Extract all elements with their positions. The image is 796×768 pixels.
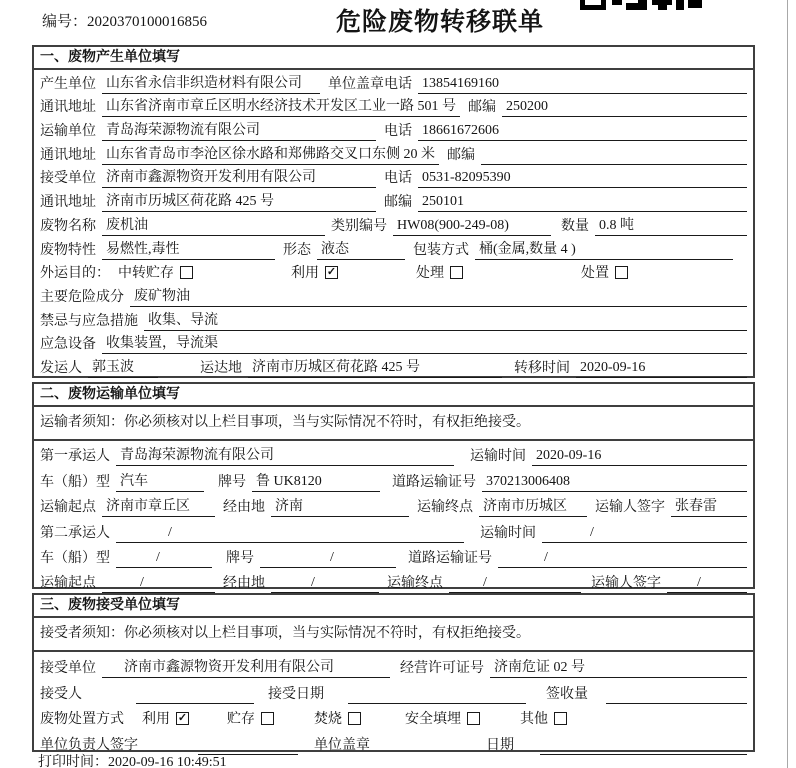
producer-label: 产生单位 <box>40 76 96 92</box>
section2-heading: 二、废物运输单位填写 <box>34 384 753 407</box>
vehicle2-permit-value: / <box>498 550 747 568</box>
disposal-landfill-label: 安全填埋 <box>405 712 461 728</box>
carrier1-value: 青岛海荣源物流有限公司 <box>116 444 454 466</box>
row-hazard-component <box>34 283 753 307</box>
disposal-storage-checkbox <box>261 712 274 725</box>
row-producer <box>34 70 753 94</box>
dispatch-dest-value: 济南市历城区荷花路 425 号 <box>248 356 502 378</box>
route1-start-label: 运输起点 <box>40 500 96 516</box>
emergency-equipment-value: 收集装置，导流渠 <box>102 332 747 354</box>
sign-date-value <box>540 753 747 755</box>
print-time-value: 2020-09-16 10:49:51 <box>108 755 227 768</box>
purpose-treat-checkbox <box>450 266 463 279</box>
disposal-method-label: 废物处置方式 <box>40 712 124 728</box>
disposal-landfill-checkbox <box>467 712 480 725</box>
section3-notice: 接受者须知：你必须核对以上栏目事项，当与实际情况不符时，有权拒绝接受。 <box>34 618 753 652</box>
waste-qty-label: 数量 <box>561 218 589 234</box>
producer-phone-label: 电话 <box>384 76 412 92</box>
carrier2-time-label: 运输时间 <box>480 525 536 541</box>
route1-end-value: 济南市历城区 <box>479 495 587 517</box>
accept-qty-label: 签收量 <box>546 686 588 702</box>
disposal-other-label: 其他 <box>520 712 548 728</box>
route1-sign-label: 运输人签字 <box>595 500 665 516</box>
section2-notice: 运输者须知：你必须核对以上栏目事项，当与实际情况不符时，有权拒绝接受。 <box>34 407 753 441</box>
receiver-phone-value: 0531-82095390 <box>418 170 747 188</box>
vehicle2-type-label: 车（船）型 <box>40 550 110 566</box>
producer-zip-label: 邮编 <box>468 100 496 116</box>
disposal-storage-label: 贮存 <box>227 712 255 728</box>
waste-name-value: 废机油 <box>102 214 325 236</box>
dispatch-time-value: 2020-09-16 <box>576 360 747 378</box>
emergency-equipment-label: 应急设备 <box>40 337 96 353</box>
vehicle1-plate-label: 牌号 <box>218 474 246 490</box>
row-emergency-equipment <box>34 331 753 355</box>
disposal-incinerate-label: 焚烧 <box>314 712 342 728</box>
receiver-phone-label: 电话 <box>384 171 412 187</box>
dispatch-sender-label: 发运人 <box>40 360 82 376</box>
route2-start-value: / <box>102 575 215 593</box>
section3-heading: 三、废物接受单位填写 <box>34 595 753 618</box>
section1-heading: 一、废物产生单位填写 <box>34 47 753 70</box>
transfer-purpose-label: 外运目的： <box>40 266 110 282</box>
row-transporter <box>34 117 753 141</box>
waste-traits-label: 废物特性 <box>40 242 96 258</box>
section-producer <box>32 45 755 378</box>
accept-date-label: 接受日期 <box>268 686 324 702</box>
scan-page-edge <box>787 0 788 768</box>
carrier1-label: 第一承运人 <box>40 449 110 465</box>
vehicle1-type-label: 车（船）型 <box>40 474 110 490</box>
waste-form-label: 形态 <box>283 242 311 258</box>
transporter-zip-label: 邮编 <box>447 147 475 163</box>
transporter-label: 运输单位 <box>40 124 96 140</box>
route1-end-label: 运输终点 <box>417 500 473 516</box>
print-time-label: 打印时间： <box>38 755 108 768</box>
doc-number-value: 2020370100016856 <box>87 14 208 30</box>
row-disposal-method <box>34 704 753 730</box>
route2-via-value: / <box>271 575 379 593</box>
purpose-utilize-label: 利用 <box>291 266 319 282</box>
purpose-utilize-checkbox: ✓ <box>326 265 337 278</box>
row-dispatch <box>34 354 753 378</box>
receiver-address-value: 济南市历城区荷花路 425 号 <box>102 190 376 212</box>
purpose-transit-storage-checkbox <box>180 266 193 279</box>
row-accept-unit <box>34 652 753 678</box>
producer-phone-value: 13854169160 <box>418 76 747 94</box>
row-carrier1 <box>34 441 753 466</box>
section-transporter <box>32 382 755 592</box>
waste-form-value: 液态 <box>317 238 405 260</box>
row-waste-traits <box>34 236 753 260</box>
section-receiver <box>32 593 755 752</box>
vehicle1-permit-value: 370213006408 <box>482 474 747 492</box>
accept-person-label: 接受人 <box>40 686 82 702</box>
producer-seal-label: 单位盖章 <box>328 76 384 92</box>
unit-seal-label: 单位盖章 <box>314 738 370 754</box>
waste-code-value: HW08(900-249-08) <box>393 218 551 236</box>
vehicle1-type-value: 汽车 <box>116 470 204 492</box>
carrier2-label: 第二承运人 <box>40 525 110 541</box>
disposal-option-storage <box>227 708 274 729</box>
doc-number <box>42 10 207 31</box>
receiver-zip-label: 邮编 <box>384 195 412 211</box>
transporter-phone-label: 电话 <box>384 124 412 140</box>
accept-unit-value: 济南市鑫源物资开发利用有限公司 <box>102 656 390 678</box>
doc-number-label: 编号： <box>42 14 88 30</box>
row-transfer-purpose <box>34 260 753 284</box>
producer-address-label: 通讯地址 <box>40 100 96 116</box>
dispatch-sender-value: 郭玉波 <box>88 356 158 378</box>
producer-zip-value: 250200 <box>502 99 747 117</box>
route1-sign-value: 张春雷 <box>671 495 747 517</box>
disposal-other-checkbox <box>554 712 567 725</box>
accept-unit-label: 接受单位 <box>40 660 96 676</box>
vehicle2-plate-label: 牌号 <box>226 550 254 566</box>
row-route2 <box>34 568 753 593</box>
vehicle2-type-value: / <box>116 550 212 568</box>
route1-via-label: 经由地 <box>223 500 265 516</box>
receiver-zip-value: 250101 <box>418 194 747 212</box>
producer-address-value: 山东省济南市章丘区明水经济技术开发区工业一路 501 号 <box>102 95 460 117</box>
purpose-dispose-label: 处置 <box>581 266 609 282</box>
print-time <box>38 751 227 768</box>
route2-sign-label: 运输人签字 <box>591 576 661 592</box>
license-label: 经营许可证号 <box>400 660 484 676</box>
disposal-incinerate-checkbox <box>348 712 361 725</box>
disposal-option-landfill <box>405 708 480 729</box>
accept-person-value <box>136 702 254 704</box>
responsible-sign-label: 单位负责人签字 <box>40 738 138 754</box>
waste-pack-label: 包装方式 <box>413 242 469 258</box>
waste-pack-value: 桶(金属,数量 4 ) <box>475 238 733 260</box>
waste-qty-value: 0.8 吨 <box>595 214 747 236</box>
producer-value: 山东省永信非织造材料有限公司 <box>102 72 320 94</box>
dispatch-dest-label: 运达地 <box>200 360 242 376</box>
carrier2-time-value: / <box>542 525 747 543</box>
waste-name-label: 废物名称 <box>40 218 96 234</box>
route2-via-label: 经由地 <box>223 576 265 592</box>
transporter-phone-value: 18661672606 <box>418 123 747 141</box>
transporter-address-value: 山东省青岛市李沧区徐水路和郑佛路交叉口东侧 20 米 <box>102 143 439 165</box>
sign-date-label: 日期 <box>486 738 514 754</box>
accept-qty-value <box>606 702 747 704</box>
page-title: 危险废物转移联单 <box>336 9 545 36</box>
row-producer-address <box>34 94 753 118</box>
carrier2-value: / <box>116 525 464 543</box>
disposal-option-incinerate <box>314 708 361 729</box>
route2-end-value: / <box>449 575 581 593</box>
dispatch-time-label: 转移时间 <box>514 360 570 376</box>
disposal-option-other <box>520 708 567 729</box>
vehicle2-permit-label: 道路运输证号 <box>408 550 492 566</box>
disposal-option-utilize <box>142 708 189 729</box>
route1-start-value: 济南市章丘区 <box>102 495 215 517</box>
route2-end-label: 运输终点 <box>387 576 443 592</box>
purpose-treat-label: 处理 <box>416 266 444 282</box>
waste-traits-value: 易燃性,毒性 <box>102 238 275 260</box>
accept-date-value <box>348 702 526 704</box>
purpose-transit-storage-label: 中转贮存 <box>118 266 174 282</box>
qr-code-fragment-icon <box>580 0 702 10</box>
row-waste-name <box>34 212 753 236</box>
transporter-address-label: 通讯地址 <box>40 147 96 163</box>
route2-sign-value: / <box>667 575 747 593</box>
purpose-option-utilize <box>291 262 338 283</box>
waste-code-label: 类别编号 <box>331 218 387 234</box>
hazard-component-value: 废矿物油 <box>130 285 747 307</box>
route1-via-value: 济南 <box>271 495 409 517</box>
row-transporter-address <box>34 141 753 165</box>
row-carrier2 <box>34 517 753 542</box>
disposal-utilize-label: 利用 <box>142 712 170 728</box>
purpose-dispose-checkbox <box>615 266 628 279</box>
receiver-label: 接受单位 <box>40 171 96 187</box>
row-accept-person <box>34 678 753 704</box>
taboo-measures-value: 收集、导流 <box>144 309 747 331</box>
row-receiver <box>34 165 753 189</box>
row-taboo-measures <box>34 307 753 331</box>
transporter-value: 青岛海荣源物流有限公司 <box>102 119 376 141</box>
receiver-value: 济南市鑫源物资开发利用有限公司 <box>102 166 376 188</box>
transporter-zip-value <box>481 163 747 165</box>
purpose-option-transit-storage <box>118 262 193 283</box>
receiver-address-label: 通讯地址 <box>40 195 96 211</box>
taboo-measures-label: 禁忌与应急措施 <box>40 313 138 329</box>
row-vehicle2 <box>34 543 753 568</box>
vehicle2-plate-value: / <box>260 550 396 568</box>
disposal-utilize-checkbox: ✓ <box>177 711 188 724</box>
row-receiver-address <box>34 188 753 212</box>
route2-start-label: 运输起点 <box>40 576 96 592</box>
carrier1-time-label: 运输时间 <box>470 449 526 465</box>
row-route1 <box>34 492 753 517</box>
license-value: 济南危证 02 号 <box>490 656 747 678</box>
vehicle1-plate-value: 鲁 UK8120 <box>252 470 380 492</box>
vehicle1-permit-label: 道路运输证号 <box>392 474 476 490</box>
carrier1-time-value: 2020-09-16 <box>532 448 747 466</box>
row-vehicle1 <box>34 466 753 491</box>
purpose-option-treat <box>416 262 463 283</box>
hazard-component-label: 主要危险成分 <box>40 289 124 305</box>
purpose-option-dispose <box>581 262 628 283</box>
